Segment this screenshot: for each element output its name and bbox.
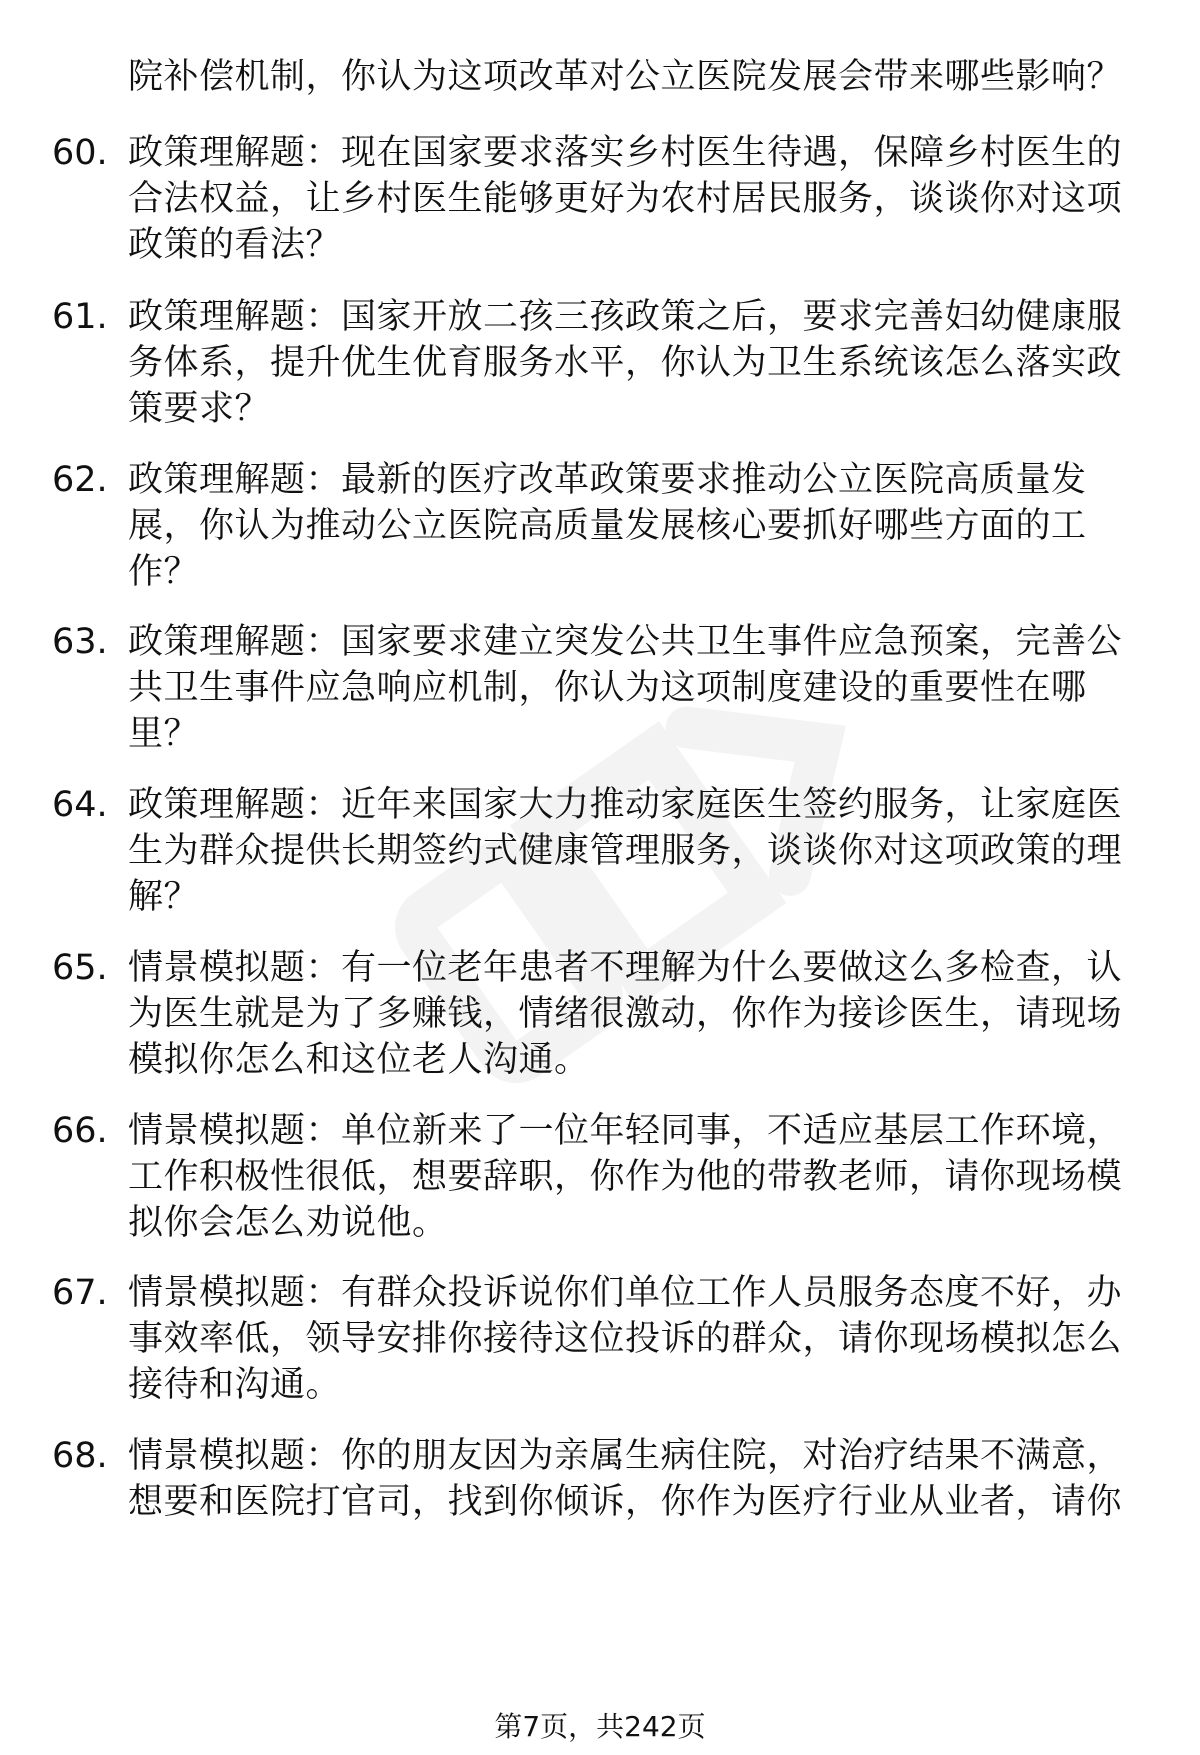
question-text-line: 里？ xyxy=(128,714,200,754)
question-text-line: 政策理解题：近年来国家大力推动家庭医生签约服务，让家庭医 xyxy=(128,785,1123,825)
question-text-line: 展，你认为推动公立医院高质量发展核心要抓好哪些方面的工 xyxy=(128,506,1087,546)
question-text-line: 情景模拟题：你的朋友因为亲属生病住院，对治疗结果不满意， xyxy=(128,1436,1123,1476)
question-text-line: 为医生就是为了多赚钱，情绪很激动，你作为接诊医生，请现场 xyxy=(128,994,1123,1034)
question-number: 66. xyxy=(52,1111,108,1151)
question-number: 60. xyxy=(52,133,108,173)
question-number: 68. xyxy=(52,1436,108,1476)
question-text-line: 事效率低，领导安排你接待这位投诉的群众，请你现场模拟怎么 xyxy=(128,1319,1123,1359)
question-text-line: 工作积极性很低，想要辞职，你作为他的带教老师，请你现场模 xyxy=(128,1157,1123,1197)
page-number-footer: 第7页，共242页 xyxy=(494,1710,706,1743)
question-text-line: 情景模拟题：有群众投诉说你们单位工作人员服务态度不好，办 xyxy=(128,1273,1123,1313)
question-text-line: 政策理解题：国家开放二孩三孩政策之后，要求完善妇幼健康服 xyxy=(128,297,1123,337)
question-number: 65. xyxy=(52,948,108,988)
question-text-line: 解？ xyxy=(128,877,200,917)
question-text-line: 想要和医院打官司，找到你倾诉，你作为医疗行业从业者，请你 xyxy=(128,1482,1123,1522)
question-text-line: 拟你会怎么劝说他。 xyxy=(128,1203,448,1243)
question-text-line: 政策理解题：国家要求建立突发公共卫生事件应急预案，完善公 xyxy=(128,622,1123,662)
question-text-line: 策要求？ xyxy=(128,389,271,429)
question-text-line: 接待和沟通。 xyxy=(128,1365,342,1405)
question-text-line: 生为群众提供长期签约式健康管理服务，谈谈你对这项政策的理 xyxy=(128,831,1123,871)
question-number: 61. xyxy=(52,297,108,337)
question-number: 64. xyxy=(52,785,108,825)
intro-line: 院补偿机制，你认为这项改革对公立医院发展会带来哪些影响？ xyxy=(128,57,1123,97)
question-text-line: 政策的看法？ xyxy=(128,225,342,265)
question-text-line: 模拟你怎么和这位老人沟通。 xyxy=(128,1040,590,1080)
question-text-line: 合法权益，让乡村医生能够更好为农村居民服务，谈谈你对这项 xyxy=(128,179,1123,219)
question-text-line: 共卫生事件应急响应机制，你认为这项制度建设的重要性在哪 xyxy=(128,668,1087,708)
question-text-line: 情景模拟题：有一位老年患者不理解为什么要做这么多检查，认 xyxy=(128,948,1123,988)
question-text-line: 作？ xyxy=(128,552,200,592)
question-number: 63. xyxy=(52,622,108,662)
question-text-line: 情景模拟题：单位新来了一位年轻同事，不适应基层工作环境， xyxy=(128,1111,1123,1151)
question-number: 67. xyxy=(52,1273,108,1313)
question-text-line: 政策理解题：现在国家要求落实乡村医生待遇，保障乡村医生的 xyxy=(128,133,1123,173)
question-text-line: 政策理解题：最新的医疗改革政策要求推动公立医院高质量发 xyxy=(128,460,1087,500)
question-text-line: 务体系，提升优生优育服务水平，你认为卫生系统该怎么落实政 xyxy=(128,343,1123,383)
question-number: 62. xyxy=(52,460,108,500)
